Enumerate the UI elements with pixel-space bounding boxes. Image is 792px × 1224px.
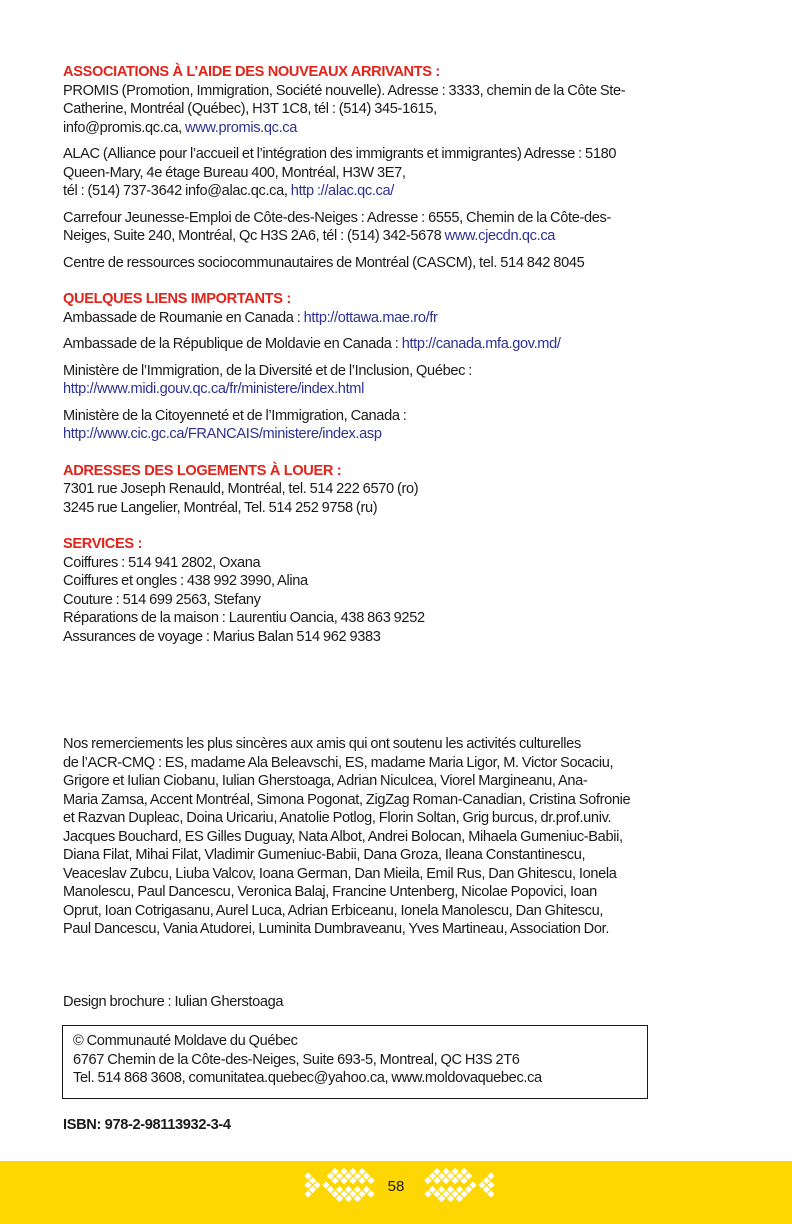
copyright-address: 6767 Chemin de la Côte-des-Neiges, Suite 693-5, Montreal, QC H3S 2T6 [73, 1051, 520, 1068]
carrefour-line: Carrefour Jeunesse-Emploi de Côte-des-Neiges : Adresse : 6555, Chemin de la Côte-des- [63, 209, 611, 226]
thanks-line: Maria Zamsa, Accent Montréal, Simona Pogonat, ZigZag Roman-Canadian, Cristina Sofronie [63, 791, 631, 808]
service-line: Assurances de voyage : Marius Balan 514 962 9383 [63, 628, 381, 645]
service-line: Réparations de la maison : Laurentiu Oancia, 438 863 9252 [63, 610, 425, 626]
page-number: 58 [387, 1178, 405, 1195]
alac-line: ALAC (Alliance pour l’accueil et l’intégration des immigrants et immigrantes) Adresse : 5180 [63, 146, 617, 162]
housing-line: 3245 rue Langelier, Montréal, Tel. 514 252 9758 (ru) [63, 499, 378, 516]
promis-line: Catherine, Montréal (Québec), H3T 1C8, tél : (514) 345-1615, [63, 101, 437, 117]
link-item [63, 309, 743, 328]
ornament-diamond [340, 1168, 347, 1175]
promis-line [63, 119, 743, 138]
heading-housing: ADRESSES DES LOGEMENTS À LOUER : [63, 462, 342, 479]
promis-line: PROMIS (Promotion, Immigration, Société nouvelle). Adresse : 3333, chemin de la Côte Ste- [63, 82, 626, 99]
link-label: Ambassade de Roumanie en Canada : [63, 309, 304, 326]
link-label: Ministère de l’Immigration, de la Diversité et de l’Inclusion, Québec : [63, 362, 472, 379]
ornament-diamond [336, 1195, 343, 1202]
ornament-diamond [358, 1168, 365, 1175]
ornament-diamond [438, 1195, 445, 1202]
copyright-box [62, 1025, 648, 1099]
ornament-diamond [447, 1195, 454, 1202]
design-credit: Design brochure : Iulian Gherstoaga [63, 994, 284, 1010]
thanks-line: Paul Dancescu, Vania Atudorei, Luminita Dumbraveanu, Yves Martineau, Association Dor. [63, 921, 610, 937]
entry-cascm: Centre de ressources sociocommunautaires de Montréal (CASCM), tel. 514 842 8045 [63, 254, 585, 271]
service-line: Coiffures et ongles : 438 992 3990, Alina [63, 573, 308, 589]
thanks-line: Grigore et Iulian Ciobanu, Iulian Gherstoaga, Adrian Niculcea, Viorel Margineanu, Ana- [63, 773, 588, 789]
ornament-diamond [331, 1168, 338, 1175]
ornament-diamond [345, 1195, 352, 1202]
carrefour-contact: Neiges, Suite 240, Montréal, Qc H3S 2A6, tél : (514) 342-5678 [63, 228, 445, 244]
ornament-diamond [349, 1168, 356, 1175]
link-url[interactable]: http://ottawa.mae.ro/fr [303, 309, 438, 326]
entry-promis [63, 82, 743, 138]
link-item [63, 362, 743, 399]
link-label: Ministère de la Citoyenneté et de l’Immigration, Canada : [63, 407, 407, 424]
thanks-line: et Razvan Dupleac, Doina Uricariu, Anatolie Potlog, Florin Soltan, Grig burcus, dr.prof.univ. [63, 810, 612, 826]
carrefour-line [63, 227, 743, 246]
thanks-line: Veaceslav Zubcu, Liuba Valcov, Ioana German, Dan Mieila, Emil Rus, Dan Ghitescu, Ionela [63, 865, 617, 882]
alac-line [63, 182, 743, 201]
housing-line: 7301 rue Joseph Renauld, Montréal, tel. 514 222 6570 (ro) [63, 481, 419, 497]
thanks-line: Diana Filat, Mihai Filat, Vladimir Gumeniuc-Babii, Dana Groza, Ileana Constantinescu, [63, 847, 586, 863]
copyright-contact: Tel. 514 868 3608, comunitatea.quebec@yahoo.ca, www.moldovaquebec.ca [73, 1070, 542, 1086]
link-item [63, 407, 743, 444]
promis-email: info@promis.qc.ca, [63, 119, 186, 136]
entry-carrefour [63, 209, 743, 246]
page-content [63, 63, 743, 646]
alac-contact: tél : (514) 737-3642 info@alac.qc.ca, [63, 183, 291, 199]
ornament-diamond [442, 1168, 449, 1175]
heading-links: QUELQUES LIENS IMPORTANTS : [63, 291, 291, 307]
ornament-diamond [460, 1168, 467, 1175]
link-url[interactable]: http://canada.mfa.gov.md/ [401, 336, 561, 352]
thanks-line: Manolescu, Paul Dancescu, Veronica Balaj, Francine Untenberg, Nicolae Popovici, Ioan [63, 884, 597, 900]
thanks-line: de l’ACR-CMQ : ES, madame Ala Beleavschi, ES, madame Maria Ligor, M. Victor Socaciu, [63, 754, 614, 771]
ornament-diamond [451, 1168, 458, 1175]
heading-associations: ASSOCIATIONS À L’AIDE DES NOUVEAUX ARRIVANTS : [63, 64, 440, 80]
promis-website-link[interactable]: www.promis.qc.ca [185, 119, 298, 136]
copyright-line: © Communauté Moldave du Québec [73, 1033, 298, 1049]
link-label: Ambassade de la République de Moldavie en Canada : [63, 336, 402, 352]
isbn: ISBN: 978-2-98113932-3-4 [63, 1117, 231, 1133]
ornament-diamond [456, 1195, 463, 1202]
thanks-line: Jacques Bouchard, ES Gilles Duguay, Nata Albot, Andrei Bolocan, Mihaela Gumeniuc-Babii, [63, 828, 623, 845]
service-line: Couture : 514 699 2563, Stefany [63, 591, 261, 608]
link-item [63, 335, 743, 354]
thanks-paragraph [63, 735, 743, 939]
thanks-line: Oprut, Ioan Cotrigasanu, Aurel Luca, Adrian Erbiceanu, Ionela Manolescu, Dan Ghitescu, [63, 902, 604, 919]
alac-website-link[interactable]: http ://alac.qc.ca/ [290, 183, 394, 199]
thanks-line: Nos remerciements les plus sincères aux amis qui ont soutenu les activités culturelles [63, 736, 581, 752]
entry-alac [63, 145, 743, 201]
link-url[interactable]: http://www.cic.gc.ca/FRANCAIS/ministere/index.asp [63, 426, 382, 442]
carrefour-website-link[interactable]: www.cjecdn.qc.ca [444, 228, 556, 244]
ornament-diamond [433, 1168, 440, 1175]
service-line: Coiffures : 514 941 2802, Oxana [63, 554, 261, 571]
alac-line: Queen-Mary, 4e étage Bureau 400, Montréal, H3W 3E7, [63, 164, 406, 181]
link-url[interactable]: http://www.midi.gouv.qc.ca/fr/ministere/index.html [63, 381, 364, 397]
heading-services: SERVICES : [63, 536, 142, 552]
ornament-diamond [354, 1195, 361, 1202]
